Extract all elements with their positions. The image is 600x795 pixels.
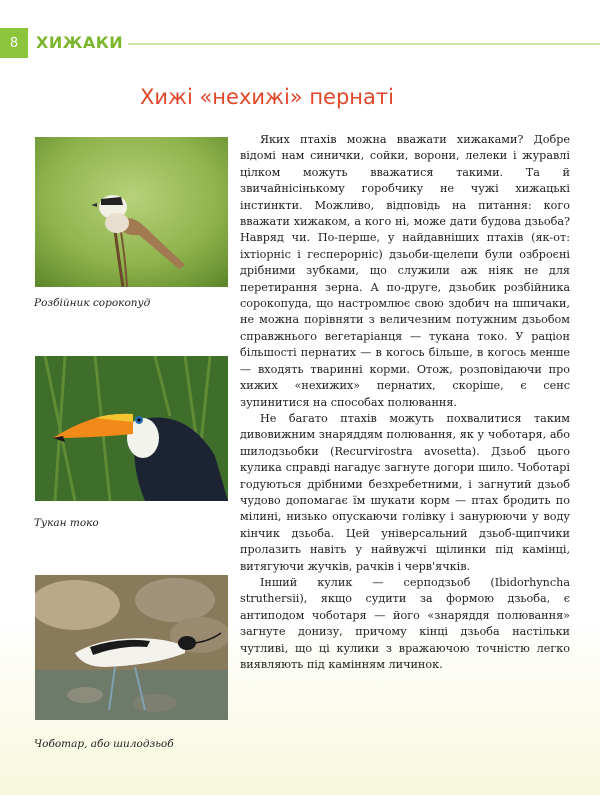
toucan-caption: Тукан токо: [34, 517, 99, 529]
page-header: [0, 28, 600, 58]
paragraph: Яких птахів можна вважати хижаками? Добре відомі нам синички, сойки, ворони, лелеки і журавлі цілком можуть вважатися такими. Та й звичайнісінькому горобчику не чужі хижацькі інстинкти. Можливо, відповідь на питання: кого вважати хижаком, а кого ні, може дати будова дзьоба? Навряд чи. По-перше, у найдавніших птахів (як-от: іхтіорніс і гесперорніс) дзьоби-щелепи були озброєні дрібними зубками, що служили аж ніяк не для перетирання зерна. А по-друге, дзьобик розбійника сорокопуда, що настромлює свою здобич на шпичаки, не можна порівняти з величезним потужним дзьобом справжнього вегетаріанця — тукана токо. У раціон більшості пернатих — в когось більше, в когось менше — входять тваринні корми. Отож, розповідаючи про хижих «нехижих» пернатих, скоріше, є сенс зупинитися на способах полювання.: [240, 133, 570, 409]
toucan-photo: [35, 356, 228, 501]
section-title: ХИЖАКИ: [36, 33, 124, 52]
article-title: Хижі «нехижі» пернаті: [140, 85, 394, 109]
shrike-photo: [35, 137, 228, 287]
page-number: 8: [0, 28, 28, 58]
shrike-caption: Розбійник сорокопуд: [34, 297, 151, 309]
avocet-caption: Чоботар, або шилодзьоб: [34, 738, 174, 750]
header-divider: [128, 43, 600, 45]
avocet-photo: [35, 575, 228, 720]
paragraph: Інший кулик — серподзьоб (Ibidorhyncha struthersii), якщо судити за формою дзьоба, є антиподом чоботаря — його «знаряддя полювання» загнуте донизу, причому кінці дзьоба настільки чутливі, що ці кулики з вражаючою точністю легко виявляють під камінням личинок.: [240, 575, 570, 671]
paragraph: Не багато птахів можуть похвалитися таким дивовижним знаряддям полювання, як у чоботаря, або шилодзьобки (Recurvirostra avosetta). Дзьоб цього кулика справді нагадує загнуте догори шило. Чоботарі годуються дрібними безхребетними, і загнутий дзьоб чудово допомагає їм шукати корм — птах бродить по мілині, низько опускаючи голівку і занурюючи у воду кінчик дзьоба. Цей універсальний дзьоб-щипчики пролазить навіть у найвужчі щілинки під камінці, витягуючи жучків, рачків і черв'ячків.: [240, 411, 570, 573]
article-body: [240, 132, 570, 673]
